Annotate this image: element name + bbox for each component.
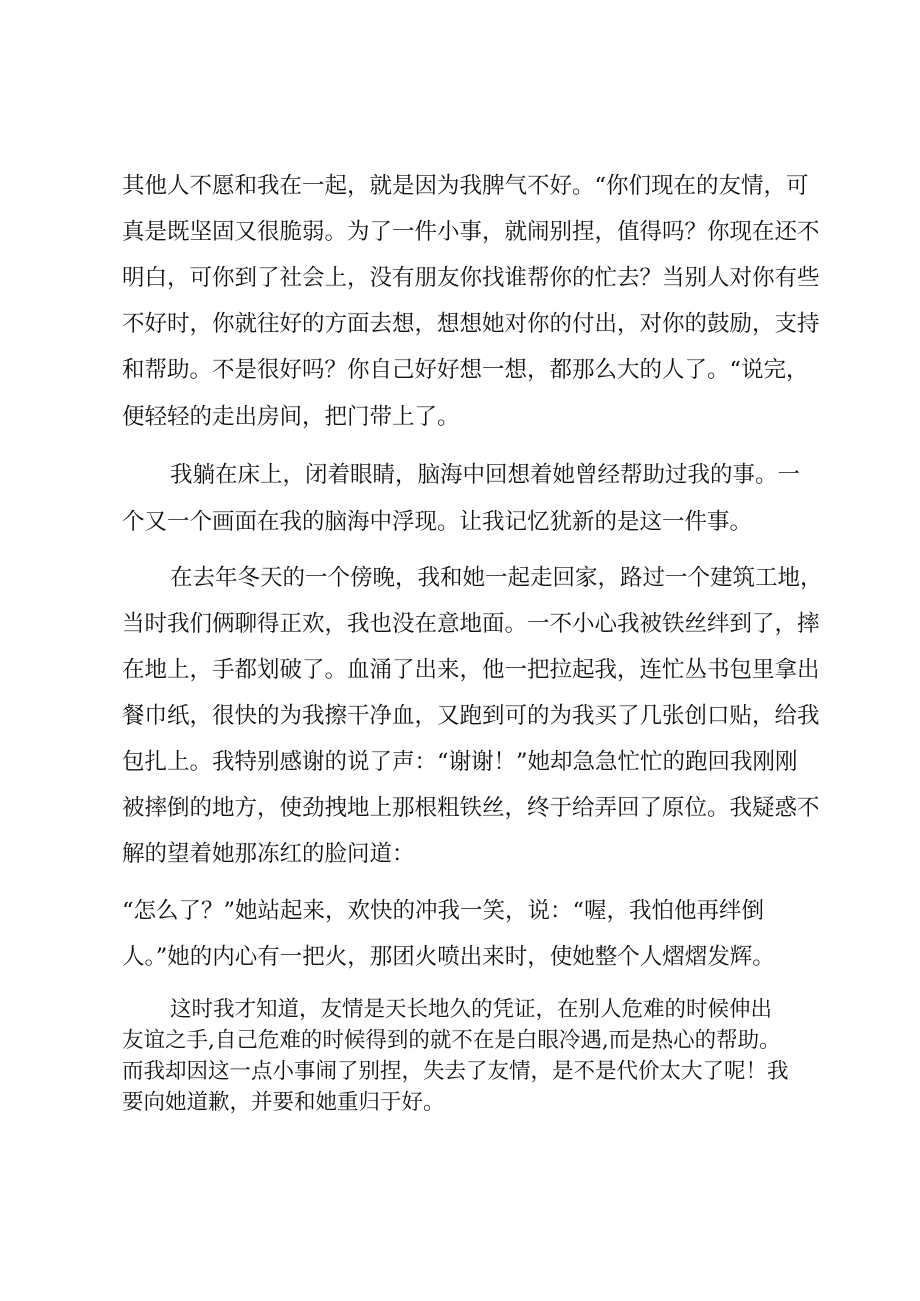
text-line: 当时我们俩聊得正欢，我也没在意地面。一不小心我被铁丝绊到了，摔: [122, 611, 820, 637]
paragraph-first-line: 这时我才知道，友情是天长地久的凭证，在别人危难的时候伸出: [170, 997, 773, 1022]
text-line: 真是既坚固又很脆弱。为了一件小事，就闹别捏，值得吗？你现在还不: [122, 219, 820, 245]
text-line: 在地上，手都划破了。血涌了出来，他一把拉起我，连忙丛书包里拿出: [122, 657, 820, 683]
text-line: 和帮助。不是很好吗？你自己好好想一想，都那么大的人了。“说完，: [122, 357, 809, 383]
text-line: 个又一个画面在我的脑海中浮现。让我记忆犹新的是这一件事。: [122, 509, 753, 535]
text-line: 解的望着她那冻红的脸问道：: [122, 841, 415, 867]
text-line: 餐巾纸，很快的为我擦干净血，又跑到可的为我买了几张创口贴，给我: [122, 703, 820, 729]
text-line: 被摔倒的地方，使劲拽地上那根粗铁丝，终于给弄回了原位。我疑惑不: [122, 795, 820, 821]
text-line: 友谊之手,自己危难的时候得到的就不在是白眼冷遇,而是热心的帮助。: [122, 1028, 781, 1053]
text-line: 便轻轻的走出房间，把门带上了。: [122, 404, 460, 430]
paragraph-first-line: 在去年冬天的一个傍晚，我和她一起走回家，路过一个建筑工地，: [170, 565, 823, 591]
text-line: 而我却因这一点小事闹了别捏，失去了友情，是不是代价太大了呢！我: [122, 1059, 789, 1084]
paragraph-first-line: 我躺在床上，闭着眼睛，脑海中回想着她曾经帮助过我的事。一: [170, 462, 801, 488]
text-line: 包扎上。我特别感谢的说了声：“谢谢！”她却急急忙忙的跑回我刚刚: [122, 749, 798, 775]
text-line: 其他人不愿和我在一起，就是因为我脾气不好。“你们现在的友情，可: [122, 173, 809, 199]
text-line: 要向她道歉，并要和她重归于好。: [122, 1090, 445, 1115]
text-line: 不好时，你就往好的方面去想，想想她对你的付出，对你的鼓励，支持: [122, 311, 820, 337]
text-line: 明白，可你到了社会上，没有朋友你找谁帮你的忙去？当别人对你有些: [122, 265, 820, 291]
text-line: “怎么了？”她站起来，欢快的冲我一笑，说：“喔，我怕他再绊倒: [122, 898, 765, 924]
text-line: 人。”她的内心有一把火，那团火喷出来时，使她整个人熠熠发辉。: [122, 944, 775, 970]
